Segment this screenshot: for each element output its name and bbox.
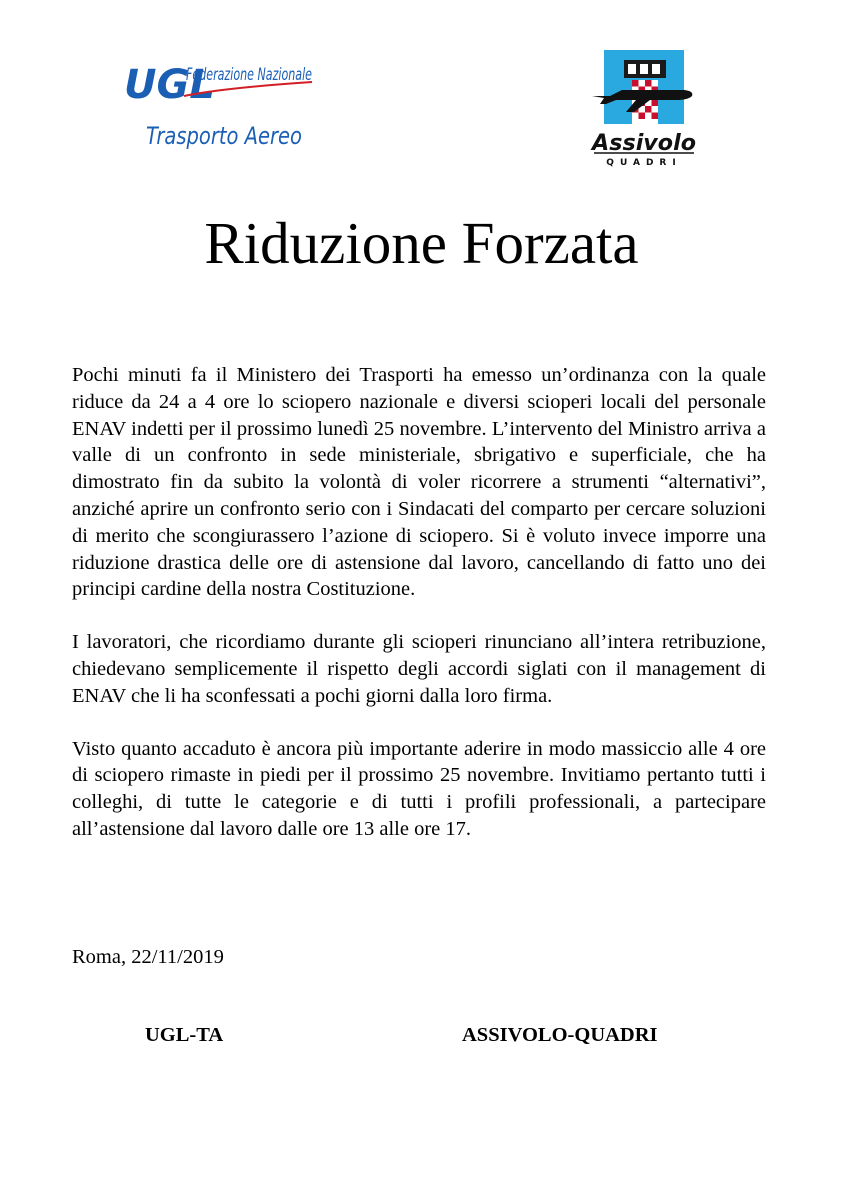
- assivolo-logo: [588, 50, 700, 168]
- ugl-logo-brand: UGL: [124, 62, 215, 108]
- ugl-logo-graphic: [122, 52, 322, 164]
- assivolo-logo-name: Assivolo: [589, 131, 696, 156]
- signature-ugl: UGL-TA: [145, 1024, 224, 1046]
- page-title: Riduzione Forzata: [204, 210, 639, 276]
- paragraph-1: Pochi minuti fa il Ministero dei Trasporti ha emesso un’ordinanza con la quale riduce da 24 a 4 ore lo sciopero nazionale e diversi scioperi locali del personale ENAV indetti per il prossimo lunedì 25 novembre. L’intervento del Ministro arriva a valle di un confronto in sede ministeriale, sbrigativo e superficiale, che ha dimostrato fin da subito la volontà di voler ricorrere a strumenti “alternativi”, anziché aprire un confronto serio con i Sindacati del comparto per cercare soluzioni di merito che scongiurassero l’azione di sciopero. Si è voluto invece imporre una riduzione drastica delle ore di astensione dal lavoro, cancellando di fatto uno dei principi cardine della nostra Costituzione.: [72, 364, 766, 601]
- signature-assivolo: ASSIVOLO-QUADRI: [462, 1024, 658, 1046]
- paragraph-3: Visto quanto accaduto è ancora più importante aderire in modo massiccio alle 4 ore di sciopero rimaste in piedi per il prossimo 25 novembre. Invitiamo pertanto tutti i colleghi, di tutte le categorie e di tutti i profili professionali, a partecipare all’astensione dal lavoro dalle ore 13 alle ore 17.: [72, 737, 766, 840]
- paragraph-2: I lavoratori, che ricordiamo durante gli scioperi rinunciano all’intera retribuzione, chiedevano semplicemente il rispetto degli accordi siglati con il management di ENAV che li ha sconfessati a pochi giorni dalla loro firma.: [72, 631, 766, 707]
- assivolo-logo-graphic: [588, 50, 700, 168]
- date-line: Roma, 22/11/2019: [72, 946, 224, 968]
- ugl-logo: [122, 52, 322, 164]
- document-body: [72, 362, 766, 869]
- ugl-logo-line2: Trasporto Aereo: [146, 122, 302, 150]
- ugl-logo-line1: Federazione Nazionale: [186, 65, 312, 85]
- assivolo-logo-subtitle: QUADRI: [606, 158, 682, 168]
